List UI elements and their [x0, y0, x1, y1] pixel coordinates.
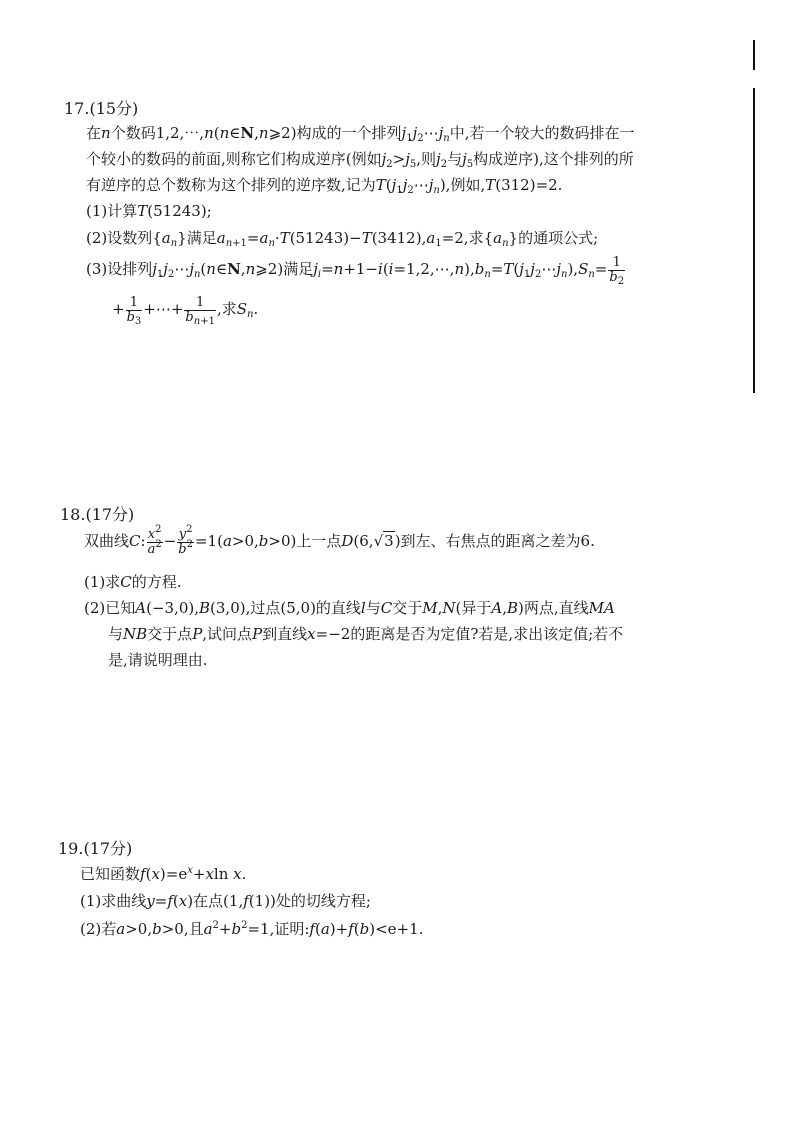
sub-question: (3)设排列$j_1j_2\cdots j_n(n\in N,n⩾2)$满足$j_i=n+1-i(i=1,2,\cdots,n),b_n=T(j_1j_2\cdots j_n),S_n=$ $\frac{1}{b_2}$ — [86, 255, 625, 287]
problem-number: 19.(17分) — [58, 839, 133, 858]
margin-rule-top — [753, 40, 755, 70]
sub-question: (2)已知A(−3,0),B(3,0),过点(5,0)的直线l与C交于M,N(异于A,B)两点,直线MA — [84, 599, 615, 617]
sub-question: (1)计算T(51243); — [86, 202, 212, 220]
problem-number: 17.(15分) — [64, 99, 139, 118]
sub-question: + $\frac{1}{b_3}$ +⋯+ $\frac{1}{b_{n+1}}$ ,求$S_n$. — [112, 295, 259, 327]
sub-question: 是,请说明理由. — [108, 651, 208, 669]
problem-number: 18.(17分) — [60, 505, 135, 524]
problem-text: 双曲线C: $\frac{x^2}{a^2}$ − $\frac{y^2}{b^2}$ =1(a>0,b>0)上一点D(6,√3)到左、右焦点的距离之差为6. — [84, 524, 595, 557]
sub-question: 与NB交于点P,试问点P到直线x=−2的距离是否为定值?若是,求出该定值;若不 — [108, 625, 624, 643]
sub-question: (2)设数列$\{a_n\}$满足$a_{n+1}=a_n\cdot T(51243)-T(3412),a_1=2$,求$\{a_n\}$的通项公式; — [86, 229, 599, 249]
problem-text: 个较小的数码的前面,则称它们构成逆序(例如$j_2>j_5$,则$j_2$与$j_5$构成逆序),这个排列的所 — [86, 150, 634, 170]
problem-text: 已知函数$f(x)=e^x+xln$ x. — [80, 865, 247, 883]
sub-question: (2)若a>0,b>0,且$a^2+b^2=1$,证明:f(a)+f(b)<e+1. — [80, 920, 424, 938]
margin-rule-main — [753, 88, 755, 393]
problem-text: 在n个数码1,2,⋯,n(n∈N,n⩾2)构成的一个排列$j_1j_2\cdots j_n$中,若一个较大的数码排在一 — [86, 124, 635, 144]
sub-question: (1)求曲线y=f(x)在点(1,f(1))处的切线方程; — [80, 892, 371, 910]
problem-text: 有逆序的总个数称为这个排列的逆序数,记为$T(j_1j_2\cdots j_n)$,例如,T(312)=2. — [86, 176, 563, 196]
sub-question: (1)求C的方程. — [84, 573, 182, 591]
